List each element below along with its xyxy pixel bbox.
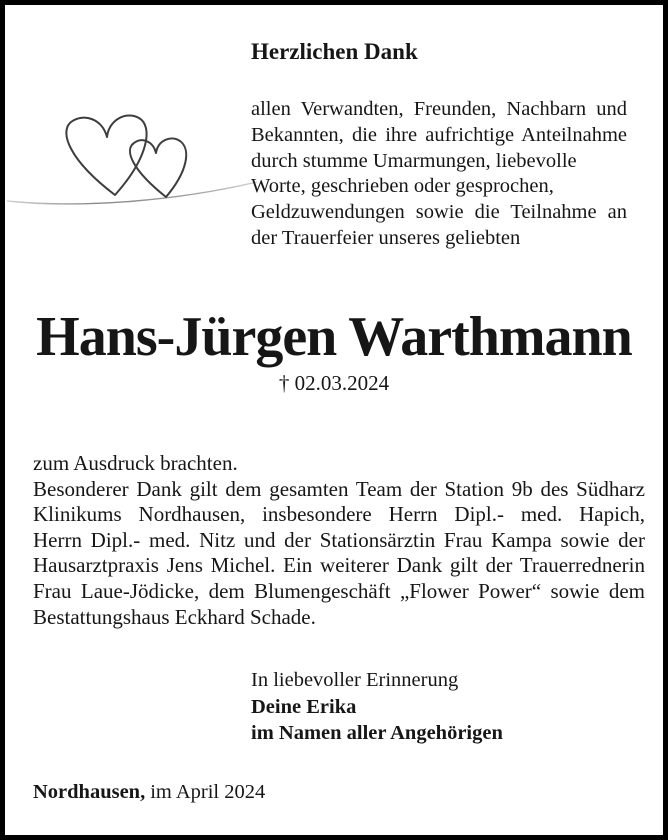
intro-line: durch stumme Umarmungen, liebevolle: [251, 149, 577, 172]
thanks-line: Besonderer Dank gilt dem gesamten Team der Station 9b des Südharz: [33, 476, 645, 501]
intro-line: Worte, geschrieben oder gesprochen,: [251, 175, 554, 198]
signature-line: Deine Erika: [251, 695, 357, 718]
thanks-line: Klinikums Nordhausen, insbesondere Herrn Dipl.- med. Hapich,: [33, 502, 645, 527]
intro-text: [251, 97, 627, 252]
thanks-line: Bestattungshaus Eckhard Schade.: [33, 604, 316, 629]
intro-line: Bekannten, die ihre aufrichtige Anteilnahme: [251, 123, 627, 146]
large-heart-outline: [66, 115, 146, 195]
footer-line: [33, 781, 265, 804]
thanks-line: Hausarztpraxis Jens Michel. Ein weiterer Dank gilt der Trauerrednerin: [33, 553, 645, 578]
family-line: im Namen aller Angehörigen: [251, 722, 503, 744]
deceased-name: Hans-Jürgen Warthmann: [36, 306, 632, 368]
two-hearts-icon: [5, 100, 265, 215]
intro-line: Geldzuwendungen sowie die Teilnahme an: [251, 201, 627, 224]
closing-block: [251, 667, 503, 747]
death-date: † 02.03.2024: [278, 371, 390, 395]
city-label: Nordhausen,: [33, 781, 146, 803]
thanks-line: zum Ausdruck brachten.: [33, 451, 238, 475]
thanks-line: Herrn Dipl.- med. Nitz und der Stationsärztin Frau Kampa sowie der: [33, 527, 645, 552]
swoosh-line: [7, 182, 257, 204]
memory-line: In liebevoller Erinnerung: [251, 669, 459, 691]
thanks-line: Frau Laue-Jödicke, dem Blumengeschäft „Flower Power“ sowie dem: [33, 578, 645, 603]
small-heart-outline: [130, 138, 186, 197]
page-title: Herzlichen Dank: [251, 39, 418, 64]
date-label: im April 2024: [150, 781, 266, 803]
intro-line: allen Verwandten, Freunden, Nachbarn und: [251, 98, 627, 120]
thanks-text: [33, 451, 645, 630]
intro-line: der Trauerfeier unseres geliebten: [251, 226, 521, 249]
